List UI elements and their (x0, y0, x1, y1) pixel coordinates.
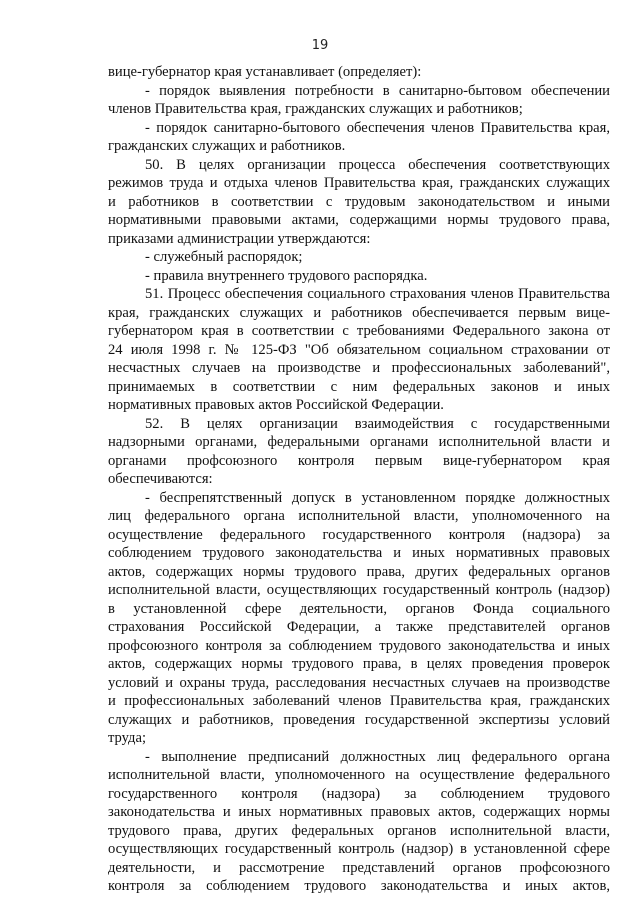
text-line: лиц федерального органа исполнительной власти, уполномоченного на (108, 508, 610, 524)
text-line: законодательства и иных нормативных правовых актов, содержащих нормы (108, 804, 610, 820)
text-line: нормативных правовых актов Российской Федерации. (108, 397, 444, 413)
text-line: исполнительной власти, осуществляющих государственный контроль (надзор) (108, 582, 610, 598)
text-line: 50. В целях организации процесса обеспечения соответствующих (145, 156, 610, 173)
text-line: членов Правительства края, гражданских служащих и работников; (108, 101, 523, 117)
text-line: осуществляющих государственный контроль (надзор) в установленной сфере (108, 841, 610, 857)
text-line: осуществление федерального государственного контроля (надзора) за (108, 526, 610, 543)
text-line: края, гражданских служащих и работников обеспечивается первым вице- (108, 304, 610, 321)
text-line: нормативными правовыми актами, содержащими нормы трудового права, (108, 212, 610, 228)
text-line: служащих и работников, проведения государственной экспертизы условий (108, 711, 610, 728)
text-line: органами профсоюзного контроля первым вице-губернатором края (108, 452, 610, 469)
text-line: соблюдением трудового законодательства и иных нормативных правовых (108, 545, 610, 561)
text-line: страхования Российской Федерации, а также представителей органов (108, 619, 610, 635)
text-line: 24 июля 1998 г. № 125-ФЗ "Об обязательном социальном страховании от (108, 341, 610, 358)
text-line: - порядок санитарно-бытового обеспечения членов Правительства края, (145, 119, 610, 136)
text-line: - выполнение предписаний должностных лиц федерального органа (145, 748, 610, 765)
document-body (108, 63, 610, 896)
text-line: 52. В целях организации взаимодействия с государственными (145, 415, 610, 432)
text-line: профсоюзного контроля за соблюдением трудового законодательства и иных (108, 637, 610, 654)
text-line: - порядок выявления потребности в санитарно-бытовом обеспечении (145, 82, 610, 99)
text-line: 51. Процесс обеспечения социального страхования членов Правительства (145, 286, 610, 302)
text-line: государственного контроля (надзора) за соблюдением трудового (108, 785, 610, 802)
text-line: актов, содержащих нормы трудового права, других федеральных органов (108, 563, 610, 580)
text-line: принимаемых в соответствии с ним федеральных законов и иных (108, 378, 610, 395)
text-line: исполнительной власти, уполномоченного на осуществление федерального (108, 767, 610, 783)
text-line: условий и охраны труда, расследования несчастных случаев на производстве (108, 674, 610, 691)
text-line: гражданских служащих и работников. (108, 138, 346, 154)
text-line: актов, содержащих нормы трудового права, в целях проведения проверок (108, 656, 610, 672)
text-line: в установленной сфере деятельности, органов Фонда социального (108, 600, 610, 617)
text-line: деятельности, и рассмотрение представлений органов профсоюзного (108, 859, 610, 876)
text-line: и профессиональных заболеваний членов Правительства края, гражданских (108, 693, 610, 709)
text-line: - правила внутреннего трудового распорядка. (145, 267, 428, 284)
text-line: и работников в соответствии с трудовым законодательством и иными (108, 193, 610, 210)
text-line: обеспечиваются: (108, 471, 213, 487)
text-line: губернатором края в соответствии с требованиями Федерального закона от (108, 323, 610, 339)
text-line: труда; (108, 730, 146, 746)
text-line: - беспрепятственный допуск в установленном порядке должностных (145, 489, 610, 506)
text-line: приказами администрации утверждаются: (108, 230, 371, 247)
text-line: несчастных случаев на производстве и профессиональных заболеваний", (108, 360, 610, 376)
text-line: трудового права, других федеральных органов исполнительной власти, (108, 822, 610, 839)
text-line: контроля за соблюдением трудового законодательства и иных актов, (108, 878, 610, 894)
page-number: 19 (311, 38, 329, 53)
text-line: надзорными органами, федеральными органами исполнительной власти и (108, 434, 610, 450)
text-line: - служебный распорядок; (145, 249, 303, 265)
text-line: режимов труда и отдыха членов Правительства края, гражданских служащих (108, 175, 610, 191)
text-line: вице-губернатор края устанавливает (определяет): (108, 64, 422, 80)
